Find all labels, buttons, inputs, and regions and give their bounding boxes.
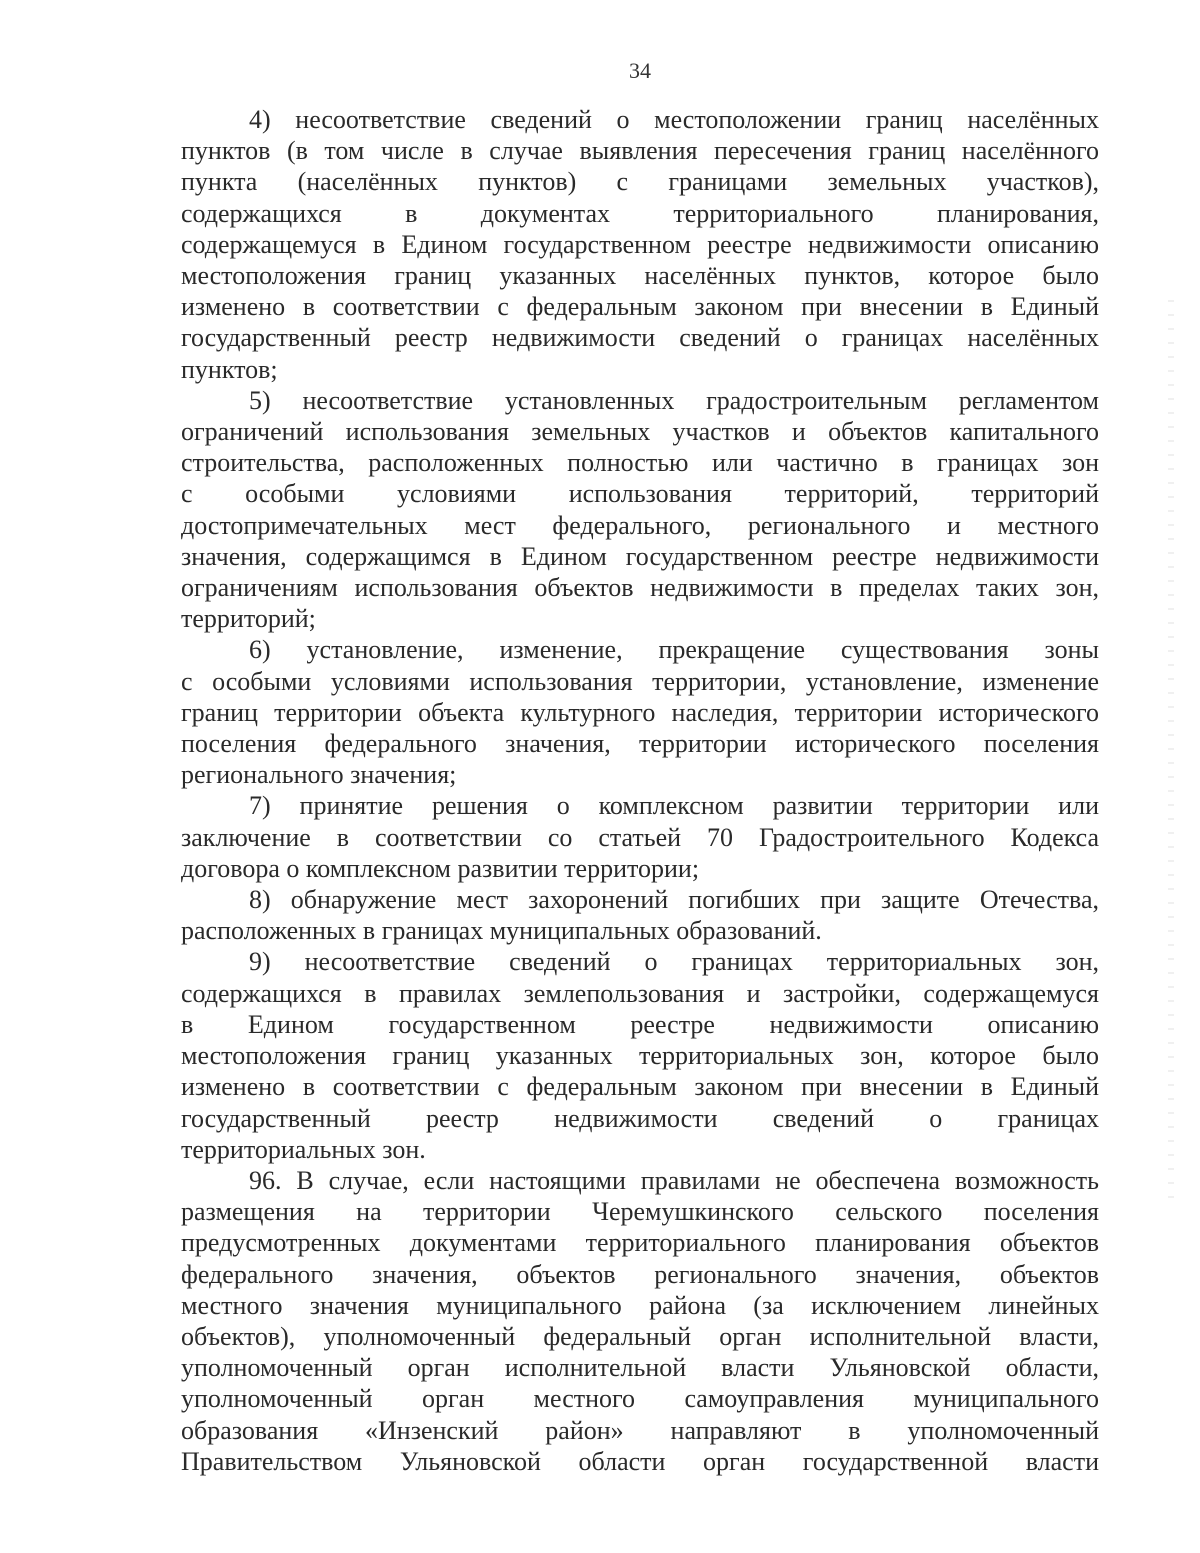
text-line: значения, содержащимся в Едином государственном реестре недвижимости [181, 541, 1099, 571]
text-line: расположенных в границах муниципальных образований. [181, 916, 822, 946]
paragraph [181, 884, 1099, 946]
text-line: предусмотренных документами территориального планирования объектов [181, 1228, 1099, 1258]
text-line: территорий; [181, 604, 316, 634]
text-line: регионального значения; [181, 760, 457, 790]
text-line: государственный реестр недвижимости сведений о границах [181, 1103, 1099, 1133]
text-line: поселения федерального значения, территории исторического поселения [181, 729, 1099, 759]
text-line: достопримечательных мест федерального, регионального и местного [181, 510, 1099, 540]
text-line: с особыми условиями использования территории, установление, изменение [181, 666, 1099, 696]
text-line: 9) несоответствие сведений о границах территориальных зон, [249, 947, 1099, 977]
text-line: 7) принятие решения о комплексном развитии территории или [249, 791, 1099, 821]
text-line: пунктов (в том числе в случае выявления пересечения границ населённого [181, 136, 1099, 166]
paragraph [181, 1165, 1099, 1477]
text-line: пунктов; [181, 354, 278, 384]
text-line: 96. В случае, если настоящими правилами не обеспечена возможность [249, 1165, 1099, 1195]
paragraph [181, 790, 1099, 884]
text-line: границ территории объекта культурного наследия, территории исторического [181, 697, 1099, 727]
text-line: уполномоченный орган исполнительной власти Ульяновской области, [181, 1353, 1099, 1383]
text-line: территориальных зон. [181, 1134, 426, 1164]
text-line: 8) обнаружение мест захоронений погибших при защите Отечества, [249, 885, 1099, 915]
text-line: изменено в соответствии с федеральным законом при внесении в Единый [181, 292, 1099, 322]
text-line: 6) установление, изменение, прекращение существования зоны [249, 635, 1099, 665]
text-line: уполномоченный орган местного самоуправления муниципального [181, 1384, 1099, 1414]
text-line: ограничений использования земельных участков и объектов капитального [181, 417, 1099, 447]
text-line: 5) несоответствие установленных градостроительным регламентом [249, 385, 1099, 415]
text-line: местоположения границ указанных населённых пунктов, которое было [181, 261, 1099, 291]
text-line: образования «Инзенский район» направляют в уполномоченный [181, 1415, 1099, 1445]
text-line: с особыми условиями использования территорий, территорий [181, 479, 1099, 509]
document-body [181, 104, 1099, 1477]
paragraph [181, 946, 1099, 1164]
text-line: размещения на территории Черемушкинского сельского поселения [181, 1197, 1099, 1227]
scan-margin-marks [1168, 300, 1174, 1200]
text-line: Правительством Ульяновской области орган государственной власти [181, 1446, 1099, 1476]
text-line: ограничениям использования объектов недвижимости в пределах таких зон, [181, 573, 1099, 603]
text-line: объектов), уполномоченный федеральный орган исполнительной власти, [181, 1321, 1099, 1351]
paragraph [181, 385, 1099, 635]
text-line: изменено в соответствии с федеральным законом при внесении в Единый [181, 1072, 1099, 1102]
text-line: содержащемуся в Едином государственном реестре недвижимости описанию [181, 229, 1099, 259]
text-line: содержащихся в правилах землепользования и застройки, содержащемуся [181, 978, 1099, 1008]
text-line: заключение в соответствии со статьей 70 Градостроительного Кодекса [181, 822, 1099, 852]
text-line: федерального значения, объектов регионального значения, объектов [181, 1259, 1099, 1289]
text-line: государственный реестр недвижимости сведений о границах населённых [181, 323, 1099, 353]
paragraph [181, 104, 1099, 385]
paragraph [181, 634, 1099, 790]
text-line: местоположения границ указанных территориальных зон, которое было [181, 1041, 1099, 1071]
text-line: содержащихся в документах территориального планирования, [181, 198, 1099, 228]
text-line: строительства, расположенных полностью или частично в границах зон [181, 448, 1099, 478]
text-line: в Едином государственном реестре недвижимости описанию [181, 1009, 1099, 1039]
text-line: договора о комплексном развитии территории; [181, 853, 700, 883]
page-number: 34 [629, 58, 651, 83]
text-line: пункта (населённых пунктов) с границами земельных участков), [181, 167, 1099, 197]
text-line: 4) несоответствие сведений о местоположении границ населённых [249, 105, 1099, 134]
text-line: местного значения муниципального района (за исключением линейных [181, 1290, 1099, 1320]
